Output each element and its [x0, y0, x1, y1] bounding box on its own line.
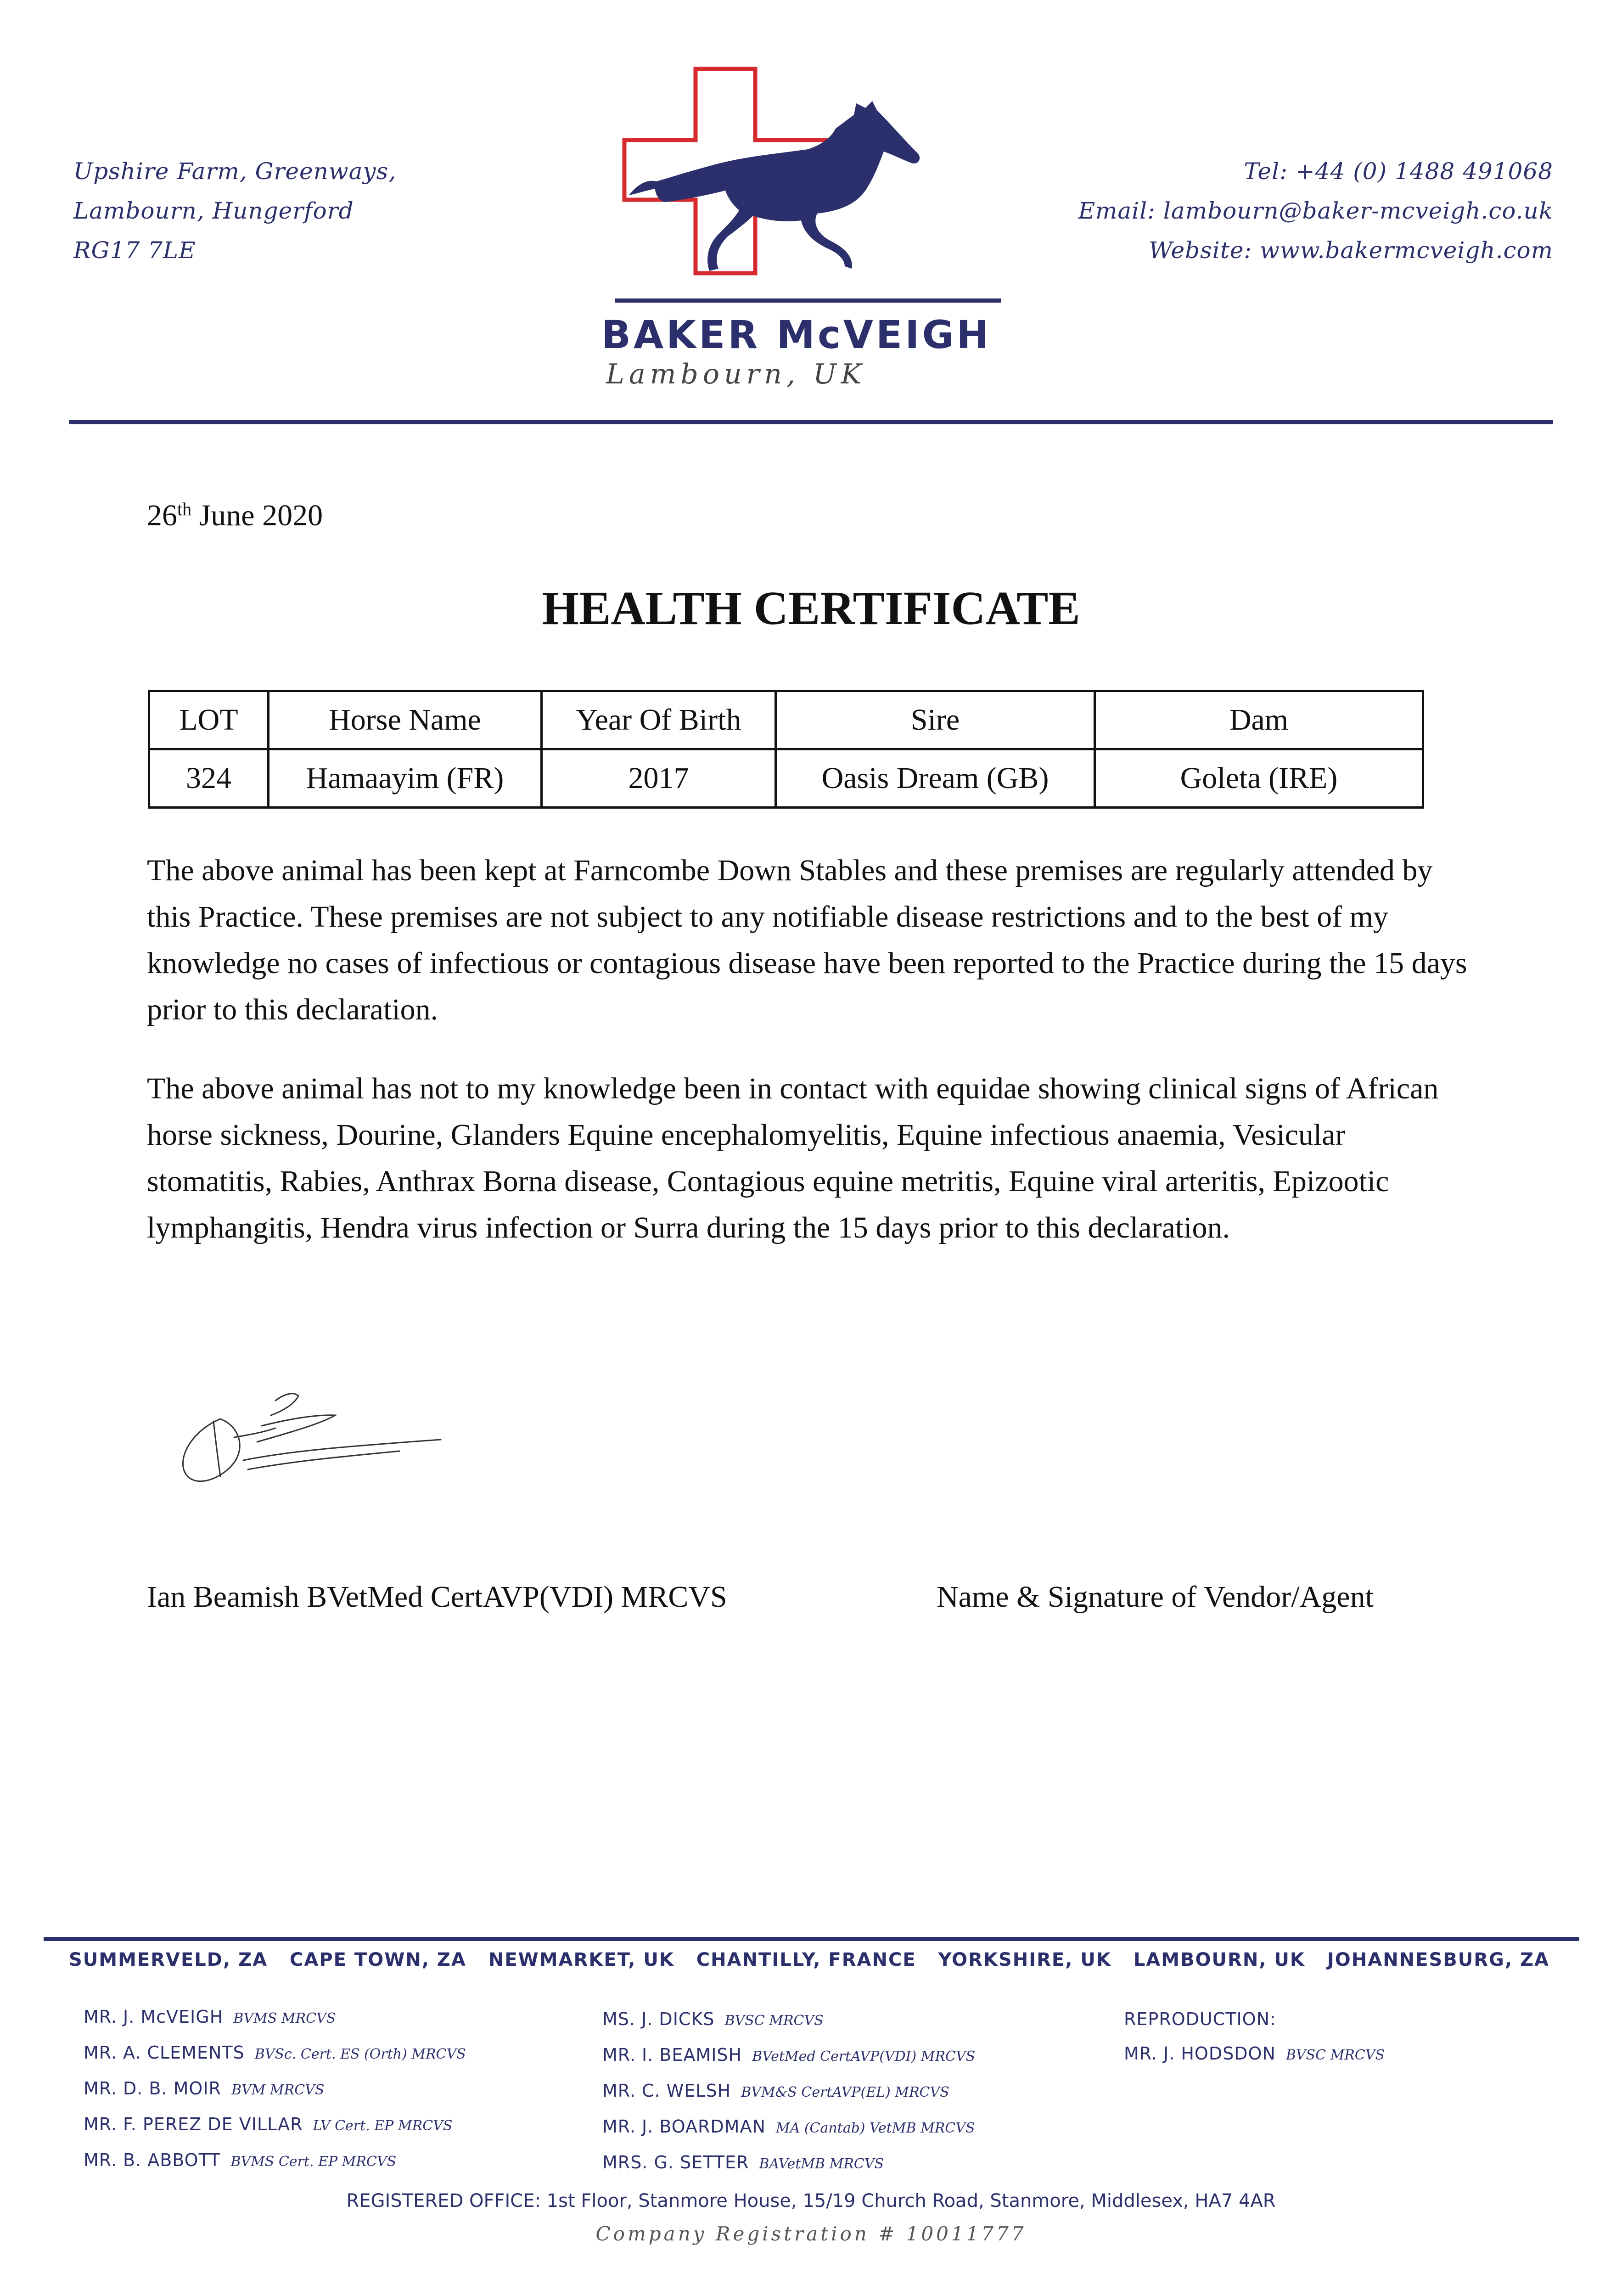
staff-name: MS. J. DICKS — [602, 2009, 715, 2029]
table-cell: Goleta (IRE) — [1095, 749, 1423, 808]
staff-entry — [84, 2071, 466, 2107]
vet-signature-icon — [170, 1382, 455, 1502]
location-item: CHANTILLY, FRANCE — [696, 1949, 916, 1970]
staff-entry — [84, 2143, 466, 2179]
location-item: JOHANNESBURG, ZA — [1327, 1949, 1549, 1970]
staff-column-2 — [602, 2002, 975, 2181]
address-line: RG17 7LE — [73, 237, 196, 264]
date-day: 26 — [147, 499, 177, 532]
premises-paragraph: The above animal has been kept at Farncombe Down Stables and these premises are regularly attended by this Practice. These premises are not subject to any notifiable disease restrictions and to the best of my knowledge no cases of infectious or contagious disease have been reported to the Practice during the 15 days prior to this declaration. — [147, 854, 1467, 1026]
staff-name: MR. A. CLEMENTS — [84, 2043, 245, 2063]
staff-qualifications: BAVetMB MRCVS — [759, 2156, 884, 2172]
staff-column-3 — [1124, 2002, 1385, 2072]
table-cell: 324 — [149, 749, 269, 808]
staff-qualifications: MA (Cantab) VetMB MRCVS — [775, 2120, 975, 2136]
table-header: Sire — [776, 691, 1095, 749]
staff-entry — [602, 2145, 975, 2181]
staff-qualifications: BVSC MRCVS — [724, 2013, 824, 2029]
vet-name: Ian Beamish BVetMed CertAVP(VDI) MRCVS — [147, 1580, 727, 1614]
date-suffix: th — [177, 499, 192, 519]
table-header: LOT — [149, 691, 269, 749]
table-cell: Oasis Dream (GB) — [776, 749, 1095, 808]
table-header-row — [149, 691, 1423, 749]
staff-qualifications: BVSc. Cert. ES (Orth) MRCVS — [254, 2046, 466, 2062]
staff-qualifications: BVMS Cert. EP MRCVS — [230, 2154, 397, 2170]
certificate-date — [147, 498, 323, 533]
page-title: HEALTH CERTIFICATE — [542, 582, 1080, 635]
staff-entry — [84, 2000, 466, 2036]
staff-qualifications: BVetMed CertAVP(VDI) MRCVS — [752, 2048, 976, 2065]
registered-office: REGISTERED OFFICE: 1st Floor, Stanmore House, 15/19 Church Road, Stanmore, Middlesex, HA7 4AR — [346, 2190, 1276, 2212]
staff-entry — [602, 2002, 975, 2038]
staff-entry — [602, 2074, 975, 2110]
staff-name: MR. C. WELSH — [602, 2081, 731, 2101]
staff-entry — [602, 2038, 975, 2074]
location-item: YORKSHIRE, UK — [938, 1949, 1111, 1970]
location-item: CAPE TOWN, ZA — [290, 1949, 466, 1970]
date-month-year: June 2020 — [191, 499, 323, 532]
practice-contact — [1078, 152, 1553, 270]
staff-entry — [84, 2107, 466, 2143]
vendor-signature-label: Name & Signature of Vendor/Agent — [937, 1580, 1374, 1614]
staff-name: MR. J. McVEIGH — [84, 2007, 224, 2027]
address-line: Upshire Farm, Greenways, — [73, 158, 397, 185]
staff-entry — [84, 2036, 466, 2071]
company-registration: Company Registration # 10011777 — [595, 2223, 1027, 2245]
brand-location: Lambourn, UK — [606, 358, 866, 390]
staff-qualifications: BVSC MRCVS — [1285, 2047, 1385, 2063]
table-row — [149, 749, 1423, 808]
address-line: Lambourn, Hungerford — [73, 197, 354, 224]
staff-qualifications: BVMS MRCVS — [233, 2010, 336, 2026]
table-cell: 2017 — [542, 749, 776, 808]
reproduction-label: REPRODUCTION: — [1124, 2009, 1276, 2029]
staff-entry — [602, 2110, 975, 2145]
lot-table — [148, 690, 1424, 809]
horse-cross-logo-icon — [615, 64, 1001, 321]
location-item: LAMBOURN, UK — [1133, 1949, 1305, 1970]
staff-qualifications: BVM MRCVS — [231, 2082, 325, 2098]
table-header: Horse Name — [269, 691, 542, 749]
header-divider — [69, 420, 1553, 424]
footer-divider — [44, 1937, 1579, 1941]
staff-name: MRS. G. SETTER — [602, 2152, 749, 2172]
location-item: NEWMARKET, UK — [488, 1949, 674, 1970]
table-header: Year Of Birth — [542, 691, 776, 749]
website: Website: www.bakermcveigh.com — [1149, 237, 1553, 264]
staff-qualifications: LV Cert. EP MRCVS — [313, 2118, 453, 2134]
staff-name: MR. J. BOARDMAN — [602, 2116, 766, 2137]
staff-entry — [1124, 2037, 1385, 2072]
disease-paragraph: The above animal has not to my knowledge been in contact with equidae showing clinical signs of African horse sickness, Dourine, Glanders Equine encephalomyelitis, Equine infectious anaemia, Vesicular stomatitis, Rabies, Anthrax Borna disease, Contagious equine metritis, Equine viral arteritis, Epizootic lymphangitis, Hendra virus infection or Surra during the 15 days prior to this declaration. — [147, 1072, 1439, 1244]
staff-qualifications: BVM&S CertAVP(EL) MRCVS — [741, 2084, 949, 2100]
staff-name: MR. D. B. MOIR — [84, 2078, 221, 2099]
staff-column-1 — [84, 2000, 466, 2179]
phone-number: Tel: +44 (0) 1488 491068 — [1244, 158, 1553, 185]
email-address: Email: lambourn@baker-mcveigh.co.uk — [1078, 197, 1553, 224]
brand-name: BAKER McVEIGH — [601, 312, 992, 357]
table-header: Dam — [1095, 691, 1423, 749]
location-item: SUMMERVELD, ZA — [69, 1949, 268, 1970]
practice-address — [73, 152, 396, 270]
staff-name: MR. B. ABBOTT — [84, 2150, 221, 2170]
staff-name: MR. I. BEAMISH — [602, 2045, 742, 2065]
staff-name: MR. F. PEREZ DE VILLAR — [84, 2114, 303, 2134]
table-cell: Hamaayim (FR) — [269, 749, 542, 808]
staff-name: MR. J. HODSDON — [1124, 2043, 1276, 2064]
office-locations — [69, 1949, 1549, 1970]
